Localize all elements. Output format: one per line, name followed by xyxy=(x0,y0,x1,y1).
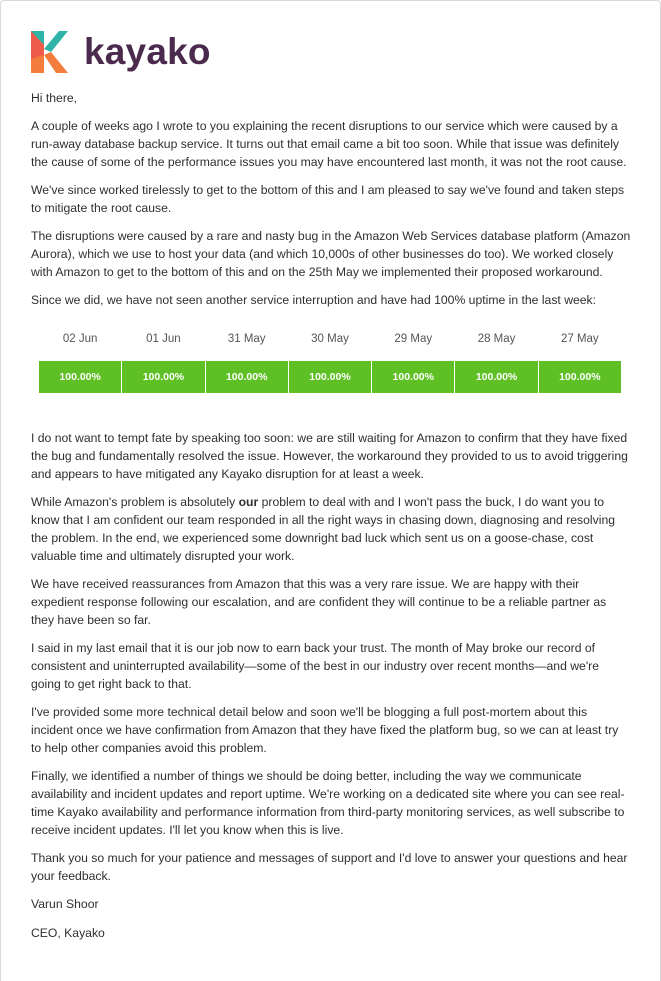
uptime-value: 100.00% xyxy=(289,361,371,393)
uptime-value: 100.00% xyxy=(39,361,121,393)
uptime-value: 100.00% xyxy=(539,361,621,393)
paragraph: I do not want to tempt fate by speaking too soon: we are still waiting for Amazon to confirm that they have fixed the bug and fundamentally resolved the issue. However, the workaround they provided to us to avoid triggering and appears to have mitigated any Kayako disruption for at least a week. xyxy=(31,431,628,481)
uptime-value: 100.00% xyxy=(206,361,288,393)
paragraphs-after xyxy=(31,429,631,885)
paragraph: I've provided some more technical detail below and soon we'll be blogging a full post-mortem about this incident once we have confirmation from Amazon that they have fixed the platform bug, so we can at least try to help other companies avoid this problem. xyxy=(31,705,619,755)
uptime-day xyxy=(372,329,454,393)
uptime-date: 28 May xyxy=(477,333,516,345)
paragraph: Finally, we identified a number of things we should be doing better, including the way we communicate availability and incident updates and report uptime. We're working on a dedicated site where you can see real-time Kayako availability and performance information from third-party monitoring services, as well subscribe to receive incident updates. I'll let you know when this is live. xyxy=(31,769,625,837)
uptime-date: 31 May xyxy=(227,333,266,345)
uptime-day xyxy=(539,329,621,393)
brand-name: kayako xyxy=(84,31,211,72)
uptime-date: 01 Jun xyxy=(146,333,181,345)
kayako-logo[interactable] xyxy=(31,31,211,73)
uptime-date: 02 Jun xyxy=(62,333,98,345)
uptime-value: 100.00% xyxy=(455,361,537,393)
paragraph: Since we did, we have not seen another service interruption and have had 100% uptime in the last week: xyxy=(31,293,597,307)
text-run: problem to deal with and I won't pass the buck, I do want you to know that I am confident our team responded in all the right ways in chasing down, diagnosing and resolving the problem. In the end, we experienced some downright bad luck which sent us on a goose-chase, cost valuable time and ultimately disrupted your work. xyxy=(31,495,615,563)
signature-title: CEO, Kayako xyxy=(31,926,105,940)
emphasis-our: our xyxy=(238,495,259,509)
uptime-value: 100.00% xyxy=(122,361,204,393)
paragraph: The disruptions were caused by a rare and nasty bug in the Amazon Web Services database platform (Amazon Aurora), which we use to host your data (and which 10,000s of other businesses do too). We worked closely with Amazon to get to the bottom of this and on the 25th May we implemented their proposed workaround. xyxy=(31,229,631,279)
uptime-date: 30 May xyxy=(311,333,349,345)
kayako-logo-mark-icon xyxy=(31,31,68,73)
uptime-day xyxy=(289,329,371,393)
paragraph: We've since worked tirelessly to get to the bottom of this and I am pleased to say we've found and taken steps to mitigate the root cause. xyxy=(31,183,625,215)
uptime-day xyxy=(39,329,121,393)
uptime-value: 100.00% xyxy=(372,361,454,393)
uptime-table xyxy=(39,329,621,393)
paragraph: We have received reassurances from Amazon that this was a very rare issue. We are happy with their expedient response following our escalation, and are confident they will continue to be a reliable partner as they have been so far. xyxy=(31,577,607,627)
paragraph xyxy=(31,493,631,565)
signature-name: Varun Shoor xyxy=(31,897,99,911)
uptime-day xyxy=(122,329,204,393)
text-run: While Amazon's problem is absolutely xyxy=(31,495,239,509)
paragraph: I said in my last email that it is our job now to earn back your trust. The month of May broke our record of consistent and uninterrupted availability—some of the best in our industry over recent months—and we're going to get right back to that. xyxy=(31,641,599,691)
email-body xyxy=(31,89,631,953)
paragraph: A couple of weeks ago I wrote to you explaining the recent disruptions to our service which were caused by a run-away database backup service. It turns out that email came a bit too soon. While that issue was definitely the cause of some of the performance issues you may have encountered last month, it was not the root cause. xyxy=(31,119,627,169)
uptime-date: 27 May xyxy=(560,333,599,345)
uptime-date: 29 May xyxy=(394,333,433,345)
uptime-day xyxy=(455,329,537,393)
paragraph: Thank you so much for your patience and messages of support and I'd love to answer your questions and hear your feedback. xyxy=(31,851,628,883)
greeting: Hi there, xyxy=(31,91,78,105)
uptime-day xyxy=(206,329,288,393)
